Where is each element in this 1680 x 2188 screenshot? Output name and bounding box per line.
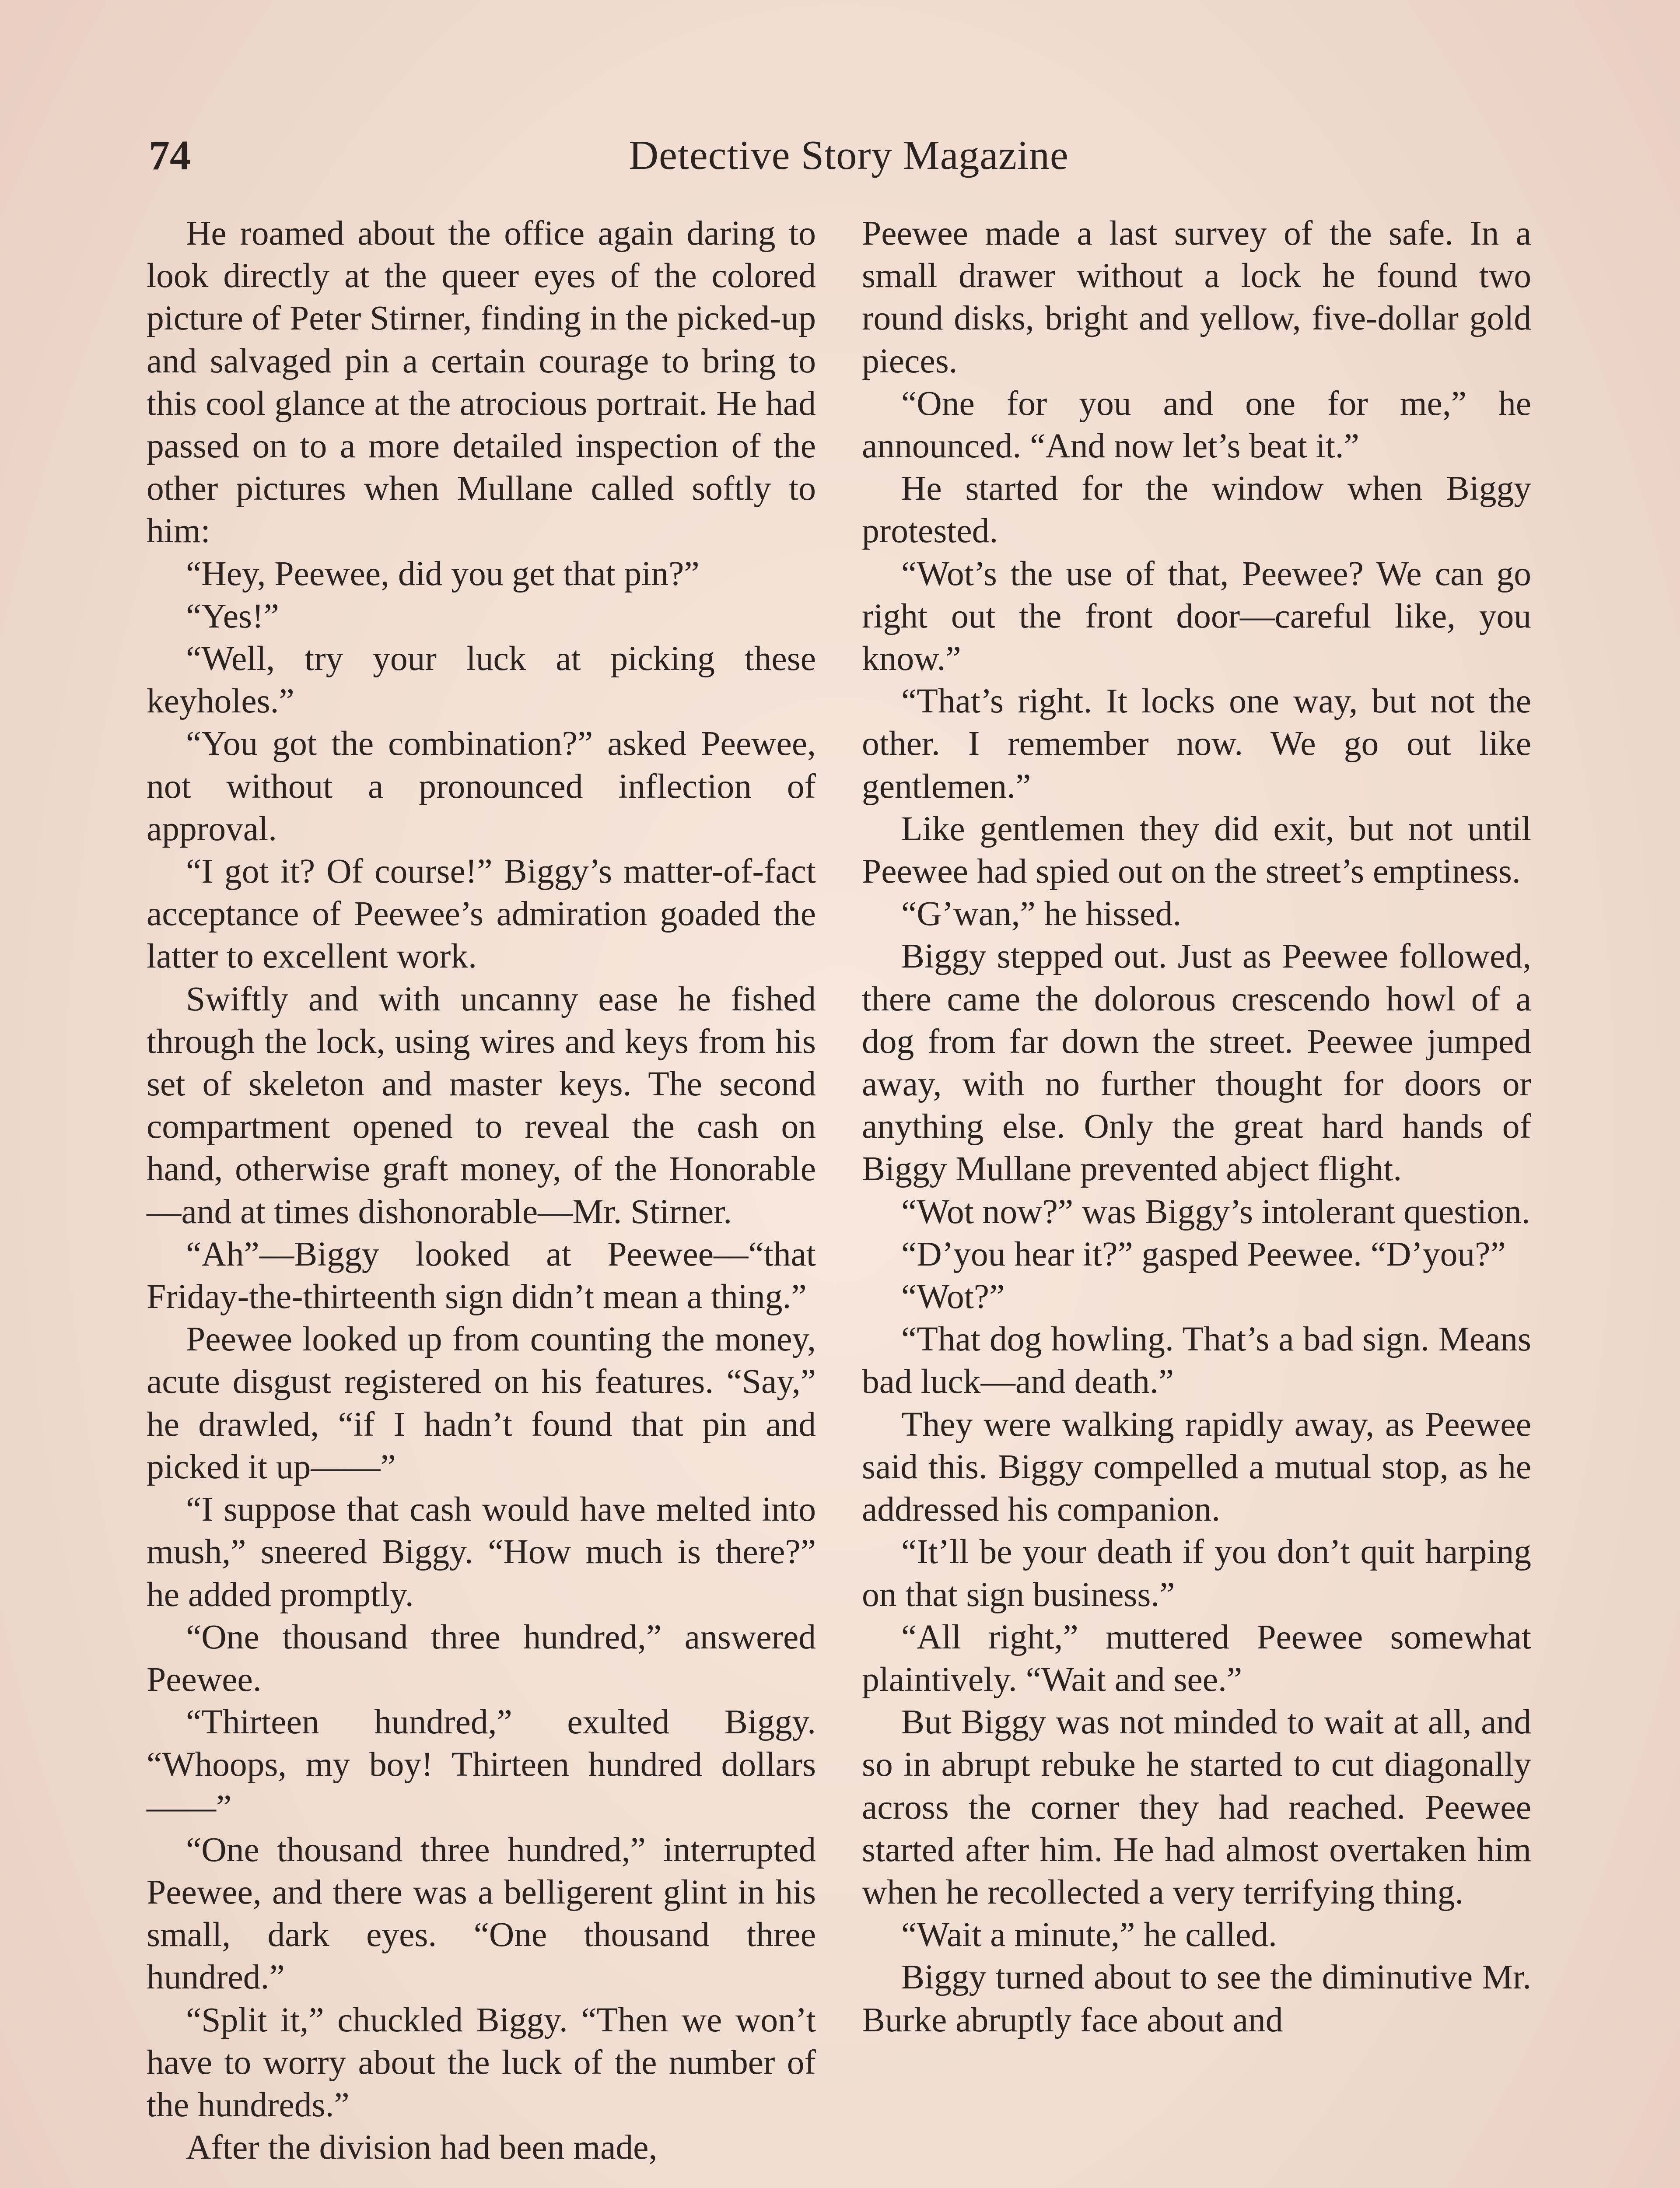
paragraph: He roamed about the office again daring to look directly at the queer eyes of the colored picture of Peter Stirner, finding in the picked-up and salvaged pin a certain courage to bring to this cool glance at the atrocious portrait. He had passed on to a more detailed inspection of the other pictures when Mullane called softly to him: [147, 214, 816, 551]
paragraph: “Wait a minute,” he called. [901, 1915, 1277, 1954]
paragraph: Like gentlemen they did exit, but not until Peewee had spied out on the street’s emptiness. [862, 809, 1531, 891]
right-text-column [862, 212, 1531, 2041]
paragraph: “I got it? Of course!” Biggy’s matter-of-fact acceptance of Peewee’s admiration goaded the latter to excellent work. [147, 852, 816, 976]
paragraph: “All right,” muttered Peewee somewhat plaintively. “Wait and see.” [862, 1617, 1531, 1699]
paragraph: “Ah”—Biggy looked at Peewee—“that Friday-the-thirteenth sign didn’t mean a thing.” [147, 1234, 816, 1316]
paragraph: “D’you hear it?” gasped Peewee. “D’you?” [901, 1234, 1506, 1273]
paragraph: “It’ll be your death if you don’t quit harping on that sign business.” [862, 1532, 1531, 1614]
paragraph: After the division had been made, [186, 2128, 658, 2167]
paragraph: “G’wan,” he hissed. [901, 894, 1182, 933]
paragraph: He started for the window when Biggy protested. [862, 469, 1531, 551]
page-number: 74 [149, 132, 191, 179]
paragraph: Biggy stepped out. Just as Peewee followed, there came the dolorous crescendo howl of a dog from far down the street. Peewee jumped away, with no further thought for doors or anything else. Only the great hard hands of Biggy Mullane prevented abject flight. [862, 937, 1531, 1189]
paragraph: Swiftly and with uncanny ease he fished through the lock, using wires and keys from his set of skeleton and master keys. The second compartment opened to reveal the cash on hand, otherwise graft money, of the Honorable—and at times dishonorable—Mr. Stirner. [147, 979, 816, 1231]
left-text-column [147, 212, 816, 2169]
paragraph: “Wot?” [901, 1277, 1005, 1316]
paragraph: “Well, try your luck at picking these keyholes.” [147, 639, 816, 721]
paragraph: “One thousand three hundred,” answered Peewee. [147, 1617, 816, 1699]
paragraph: Biggy turned about to see the diminutive Mr. Burke abruptly face about and [862, 1958, 1531, 2039]
paragraph: They were walking rapidly away, as Peewee said this. Biggy compelled a mutual stop, as he addressed his companion. [862, 1405, 1531, 1529]
paragraph: “You got the combination?” asked Peewee, not without a pronounced inflection of approval. [147, 724, 816, 848]
paragraph: “Yes!” [186, 596, 279, 635]
paragraph: “Wot’s the use of that, Peewee? We can go right out the front door—careful like, you know.” [862, 554, 1531, 678]
paragraph: “I suppose that cash would have melted into mush,” sneered Biggy. “How much is there?” he added promptly. [147, 1490, 816, 1614]
paragraph: “Hey, Peewee, did you get that pin?” [186, 554, 700, 593]
running-title: Detective Story Magazine [629, 133, 1069, 178]
paragraph: Peewee made a last survey of the safe. In a small drawer without a lock he found two round disks, bright and yellow, five-dollar gold pieces. [862, 214, 1531, 380]
paragraph: “Split it,” chuckled Biggy. “Then we won’t have to worry about the luck of the number of the hundreds.” [147, 2000, 816, 2124]
paragraph: “Thirteen hundred,” exulted Biggy. “Whoops, my boy! Thirteen hundred dollars——” [147, 1703, 816, 1827]
page-header [149, 129, 1549, 195]
paragraph: “Wot now?” was Biggy’s intolerant question. [901, 1192, 1530, 1231]
paragraph: “That dog howling. That’s a bad sign. Means bad luck—and death.” [862, 1320, 1531, 1401]
paragraph: But Biggy was not minded to wait at all, and so in abrupt rebuke he started to cut diagonally across the corner they had reached. Peewee started after him. He had almost overtaken him when he recollected a very terrifying thing. [862, 1703, 1531, 1911]
paragraph: “One thousand three hundred,” interrupted Peewee, and there was a belligerent glint in his small, dark eyes. “One thousand three hundred.” [147, 1830, 816, 1997]
paragraph: Peewee looked up from counting the money, acute disgust registered on his features. “Say,” he drawled, “if I hadn’t found that pin and picked it up——” [147, 1320, 816, 1486]
paragraph: “One for you and one for me,” he announced. “And now let’s beat it.” [862, 384, 1531, 466]
paragraph: “That’s right. It locks one way, but not the other. I remember now. We go out like gentlemen.” [862, 682, 1531, 806]
